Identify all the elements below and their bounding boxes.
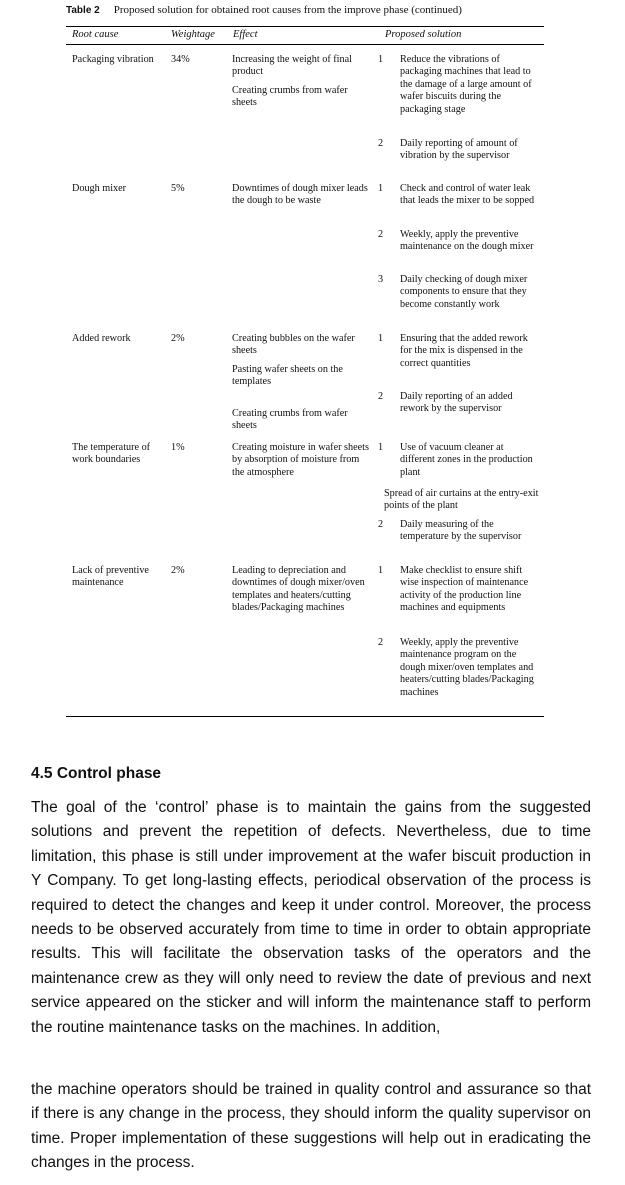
row-4-solution-2-number: 2: [378, 519, 384, 530]
row-1-solution-2-number: 2: [378, 138, 384, 149]
row-3-weightage: 2%: [171, 333, 185, 344]
row-5-solution-2-number: 2: [378, 637, 384, 648]
row-3-solution-1: Ensuring that the added rework for the mix is dispensed in the correct quantities: [400, 333, 528, 369]
row-5-solution-1-number: 1: [378, 565, 384, 576]
row-4-solution-extra: Spread of air curtains at the entry-exit points of the plant: [384, 488, 539, 512]
row-2-effect-1: Downtimes of dough mixer leads the dough to be waste: [232, 183, 368, 207]
row-1-effect-1: Increasing the weight of final product: [232, 54, 352, 78]
body-paragraph-2: the machine operators should be trained in quality control and assurance so that if there is any change in the process, they should inform the quality supervisor on time. Proper implementation of these suggestions will help out in eradicating the changes in the process.: [31, 1081, 591, 1172]
table-caption: [66, 4, 606, 16]
row-4-root-cause: The temperature of work boundaries: [72, 442, 151, 466]
row-1-solution-2: Daily reporting of amount of vibration by the supervisor: [400, 138, 518, 162]
row-5-weightage: 2%: [171, 565, 185, 576]
row-3-solution-2-number: 2: [378, 391, 384, 402]
section-heading: 4.5 Control phase: [31, 765, 162, 782]
row-2-weightage: 5%: [171, 183, 185, 194]
table-caption-text: Proposed solution for obtained root causes from the improve phase (continued): [113, 4, 462, 16]
row-4-solution-2: Daily measuring of the temperature by the supervisor: [400, 519, 522, 543]
row-1-solution-1-number: 1: [378, 54, 384, 65]
row-4-solution-1-number: 1: [378, 442, 384, 453]
row-5-effect-1: Leading to depreciation and downtimes of dough mixer/oven templates and heaters/cutting blades/Packaging machines: [232, 565, 365, 614]
row-2-solution-1-number: 1: [378, 183, 384, 194]
row-2-solution-2-number: 2: [378, 229, 384, 240]
table-top-rule: [66, 26, 544, 27]
row-2-solution-3-number: 3: [378, 274, 384, 285]
table-header-rule: [66, 44, 544, 45]
row-5-root-cause: Lack of preventive maintenance: [72, 565, 149, 589]
row-4-weightage: 1%: [171, 442, 185, 453]
table-number: Table 2: [66, 5, 100, 16]
row-4-effect-1: Creating moisture in wafer sheets by absorption of moisture from the atmosphere: [232, 442, 369, 478]
row-2-root-cause: Dough mixer: [72, 183, 127, 194]
row-5-solution-1: Make checklist to ensure shift wise inspection of maintenance activity of the production line machines and equipments: [400, 565, 529, 614]
row-3-solution-2: Daily reporting of an added rework by the supervisor: [400, 391, 513, 415]
table-bottom-rule: [66, 716, 544, 717]
header-effect: Effect: [233, 29, 258, 40]
row-3-solution-1-number: 1: [378, 333, 384, 344]
header-proposed-solution: Proposed solution: [385, 29, 462, 40]
row-1-solution-1: Reduce the vibrations of packaging machines that lead to the damage of a large amount of wafer biscuits during the packaging stage: [400, 54, 532, 115]
header-root-cause: Root cause: [72, 29, 119, 40]
row-4-solution-1: Use of vacuum cleaner at different zones in the production plant: [400, 442, 533, 478]
body-paragraph-1: The goal of the ‘control’ phase is to maintain the gains from the suggested solutions and prevent the repetition of defects. Nevertheless, due to time limitation, this phase is still under improvement at the wafer biscuit production in Y Company. To get long-lasting effects, periodical observation of the process is required to detect the changes and keep it under control. Moreover, the process needs to be observed accurately from time to time in order to obtain appropriate results. This will facilitate the observation tasks of the operators and the maintenance crew as they will only need to review the date of previous and next service appeared on the sticker and will inform the maintenance staff to perform the routine maintenance tasks on the machines. In addition,: [31, 799, 591, 1036]
row-2-solution-1: Check and control of water leak that leads the mixer to be sopped: [400, 183, 535, 207]
row-3-effect-3: Creating crumbs from wafer sheets: [232, 408, 348, 432]
row-2-solution-3: Daily checking of dough mixer components to ensure that they become constantly work: [400, 274, 528, 310]
row-1-weightage: 34%: [171, 54, 190, 65]
row-1-effect-2: Creating crumbs from wafer sheets: [232, 85, 348, 109]
header-weightage: Weightage: [171, 29, 215, 40]
row-2-solution-2: Weekly, apply the preventive maintenance on the dough mixer: [400, 229, 534, 253]
row-3-effect-1: Creating bubbles on the wafer sheets: [232, 333, 355, 357]
row-3-effect-2: Pasting wafer sheets on the templates: [232, 364, 343, 388]
row-3-root-cause: Added rework: [72, 333, 131, 344]
row-1-root-cause: Packaging vibration: [72, 54, 154, 65]
row-5-solution-2: Weekly, apply the preventive maintenance program on the dough mixer/oven templates and heaters/cutting blades/Packaging machines: [400, 637, 534, 698]
